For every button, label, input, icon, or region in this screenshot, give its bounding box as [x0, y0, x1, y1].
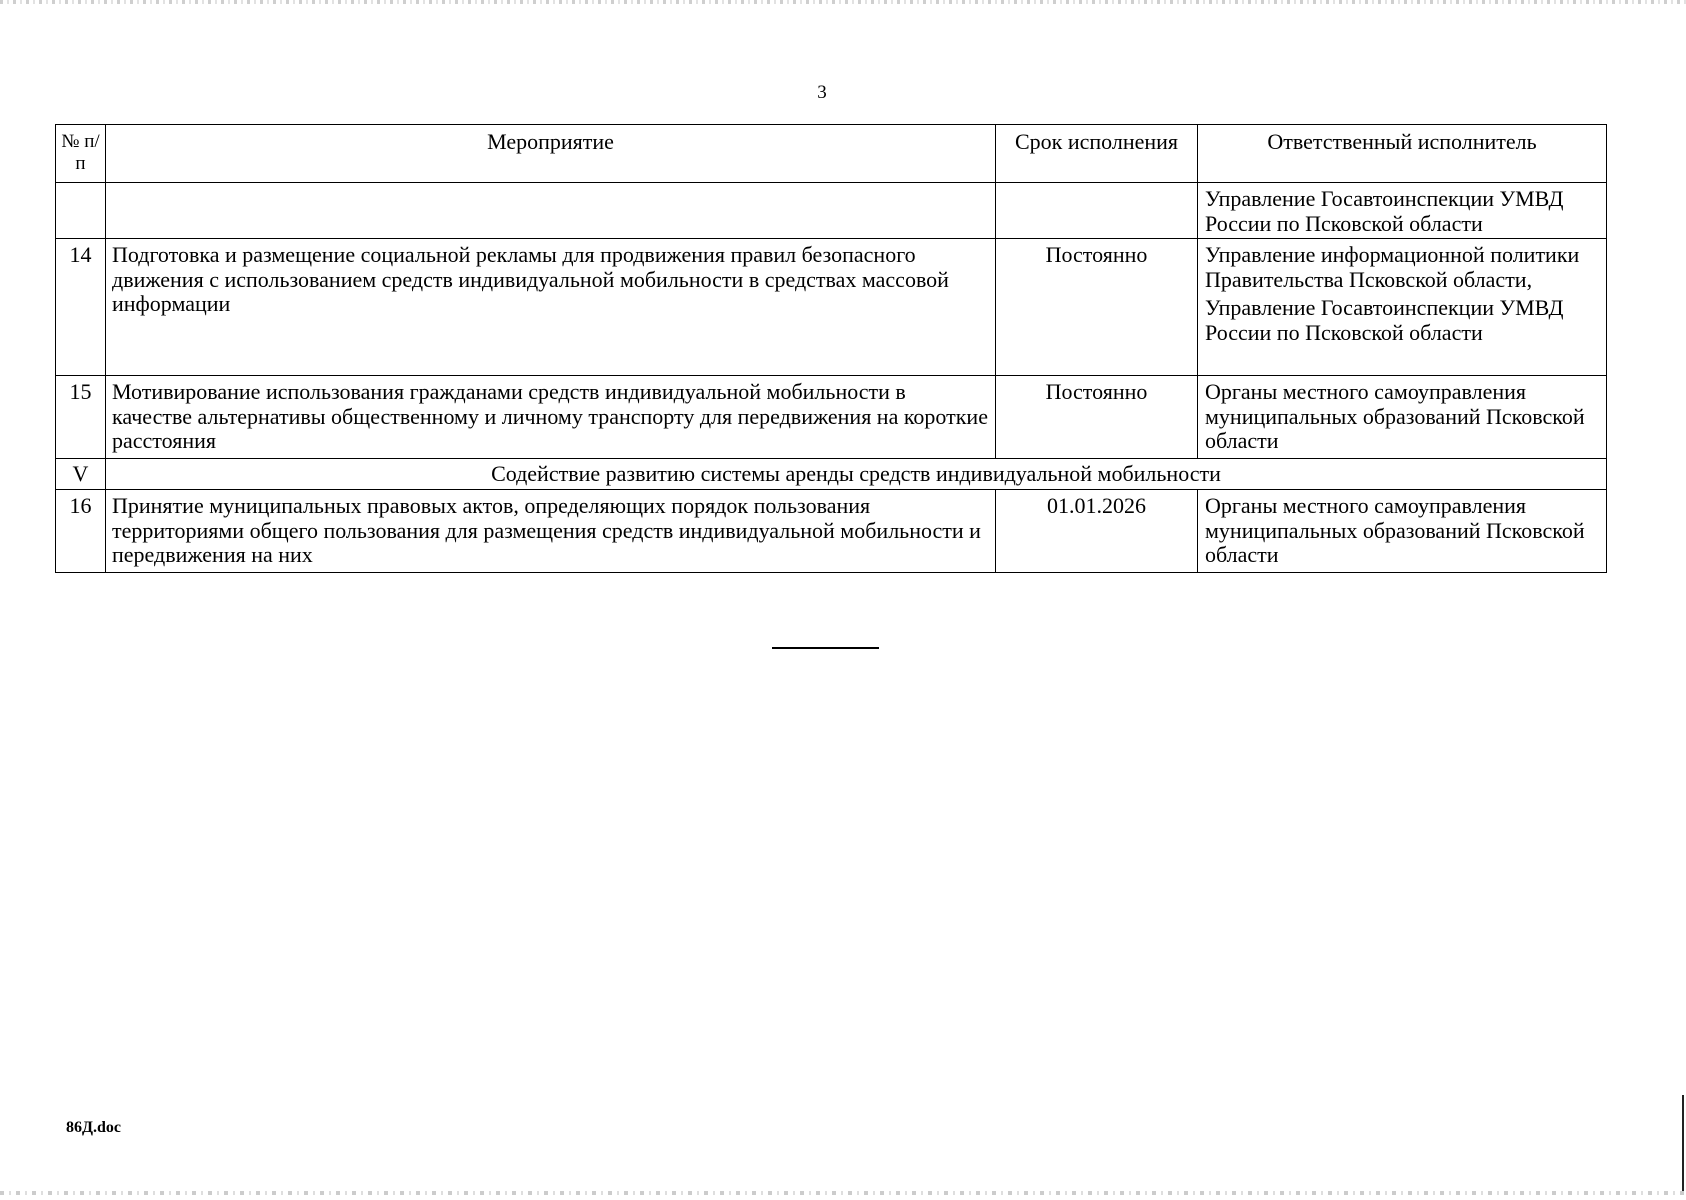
file-name: 86Д.doc — [66, 1119, 122, 1136]
row-responsible — [1198, 376, 1607, 459]
row-term: 01.01.2026 — [996, 490, 1198, 573]
section-number: V — [56, 459, 106, 490]
responsible-line: Управление Госавтоинспекции УМВД России по Псковской области — [1205, 186, 1564, 236]
responsible-line: Органы местного самоуправления муниципальных образований Псковской области — [1205, 379, 1585, 453]
header-number: № п/п — [56, 125, 106, 183]
section-row-v — [56, 459, 1607, 490]
page-number: 3 — [817, 82, 827, 103]
section-title: Содействие развитию системы аренды средств индивидуальной мобильности — [106, 459, 1607, 490]
table-row-15 — [56, 376, 1607, 459]
row-responsible — [1198, 239, 1607, 376]
scan-edge-right — [1682, 1095, 1684, 1195]
table-row-14 — [56, 239, 1607, 376]
row-event: Мотивирование использования гражданами средств индивидуальной мобильности в качестве альтернативы общественному и личному транспорту для передвижения на короткие расстояния — [106, 376, 996, 459]
row-responsible — [1198, 490, 1607, 573]
row-term: Постоянно — [996, 376, 1198, 459]
header-event: Мероприятие — [106, 125, 996, 183]
responsible-line: Управление Госавтоинспекции УМВД России по Псковской области — [1205, 295, 1564, 345]
row-term: Постоянно — [996, 239, 1198, 376]
end-of-document-rule — [772, 647, 879, 649]
row-number: 16 — [56, 490, 106, 573]
scan-edge-bottom — [0, 1191, 1686, 1195]
table-row-16 — [56, 490, 1607, 573]
row-number — [56, 183, 106, 239]
row-event: Принятие муниципальных правовых актов, определяющих порядок пользования территориями общего пользования для размещения средств индивидуальной мобильности и передвижения на них — [106, 490, 996, 573]
table-row-continuation — [56, 183, 1607, 239]
scan-edge-top — [0, 0, 1686, 4]
row-number: 15 — [56, 376, 106, 459]
row-event — [106, 183, 996, 239]
row-event: Подготовка и размещение социальной рекламы для продвижения правил безопасного движения с использованием средств индивидуальной мобильности в средствах массовой информации — [106, 239, 996, 376]
row-term — [996, 183, 1198, 239]
table-header-row — [56, 125, 1607, 183]
action-plan-table — [55, 124, 1607, 573]
header-term: Срок исполнения — [996, 125, 1198, 183]
responsible-line: Управление информационной политики Правительства Псковской области, — [1205, 242, 1580, 292]
responsible-line: Органы местного самоуправления муниципальных образований Псковской области — [1205, 493, 1585, 567]
row-number: 14 — [56, 239, 106, 376]
header-responsible: Ответственный исполнитель — [1198, 125, 1607, 183]
row-responsible — [1198, 183, 1607, 239]
